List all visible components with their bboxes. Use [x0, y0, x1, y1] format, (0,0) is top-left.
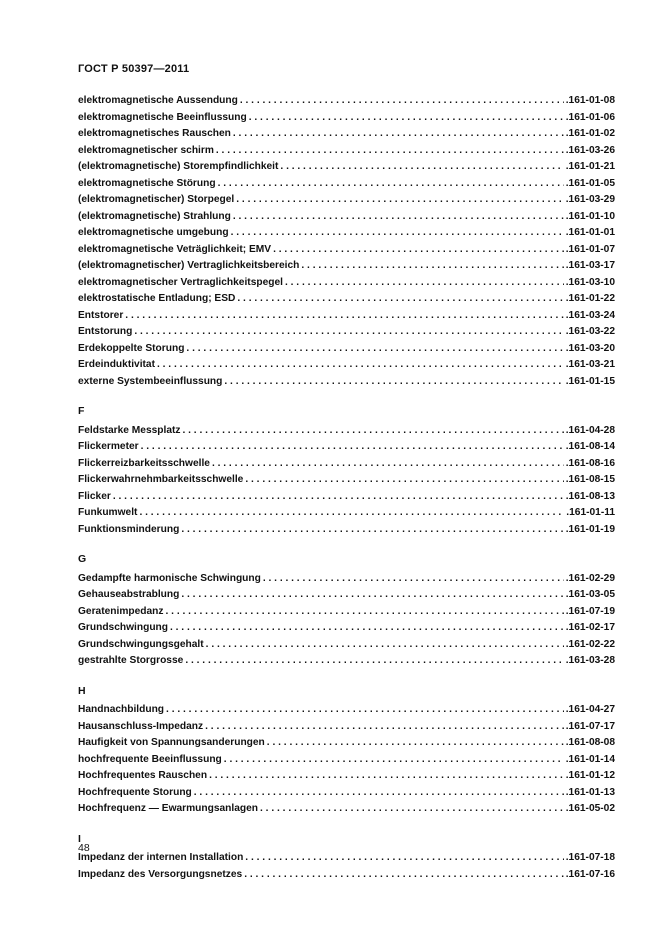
- index-entry: [78, 719, 615, 736]
- entry-term: Hochfrequentes Rauschen: [78, 770, 208, 781]
- entry-code: .161-07-17: [565, 720, 615, 732]
- leader-dots: [157, 357, 564, 374]
- entry-code: .161-08-13: [565, 490, 615, 502]
- index-entry: [78, 620, 615, 637]
- entry-term: elektromagnetisches Rauschen: [78, 128, 231, 139]
- entry-code: .161-03-24: [565, 309, 615, 321]
- index-section: [78, 683, 615, 818]
- entry-term: Funktionsminderung: [78, 523, 180, 535]
- entry-term: Funkumwelt: [78, 507, 138, 518]
- leader-dots: [181, 522, 563, 539]
- leader-dots: [185, 653, 563, 670]
- leader-dots: [267, 735, 564, 752]
- leader-dots: [244, 867, 564, 884]
- entry-term: (elektromagnetische) Storempfindlichkeit: [78, 161, 279, 172]
- leader-dots: [212, 456, 564, 473]
- leader-dots: [218, 176, 564, 193]
- leader-dots: [141, 439, 564, 456]
- entry-term: Entstorung: [78, 326, 133, 337]
- entry-term: Hochfrequenz — Ewarmungsanlagen: [78, 803, 259, 814]
- entry-term: Gehauseabstrablung: [78, 589, 180, 600]
- leader-dots: [263, 571, 564, 588]
- entry-term: Flickerwahrnehmbarkeitsschwelle: [78, 474, 244, 485]
- index-entry: [78, 159, 615, 176]
- leader-dots: [240, 93, 564, 110]
- entry-term: Erdeinduktivitat: [78, 359, 155, 370]
- entry-code: .161-03-28: [565, 655, 615, 666]
- leader-dots: [280, 159, 563, 176]
- leader-dots: [224, 374, 563, 391]
- leader-dots: [205, 719, 564, 736]
- entry-term: elektromagnetische Beeinflussung: [78, 111, 247, 123]
- index-entry: [78, 604, 615, 621]
- entry-code: .161-04-28: [565, 424, 615, 436]
- entry-code: .161-03-22: [565, 326, 615, 337]
- entry-term: Flickerreizbarkeitsschwelle: [78, 457, 210, 469]
- index-entry: [78, 374, 615, 391]
- index-entry: [78, 143, 615, 160]
- entry-code: .161-04-27: [565, 704, 615, 715]
- index-entry: [78, 489, 615, 506]
- entry-code: .161-01-11: [566, 507, 615, 518]
- index-entry: [78, 275, 615, 292]
- entry-term: elektromagnetische Störung: [78, 177, 216, 189]
- entry-code: .161-08-15: [565, 474, 615, 485]
- entry-code: .161-08-16: [565, 457, 615, 469]
- entry-code: .161-07-19: [565, 605, 615, 617]
- leader-dots: [166, 604, 564, 621]
- entry-term: (elektromagnetischer) Vertraglichkeitsbereich: [78, 260, 300, 271]
- index-entry: [78, 324, 615, 341]
- entry-term: gestrahlte Storgrosse: [78, 655, 184, 666]
- entry-code: .161-03-21: [565, 359, 615, 370]
- leader-dots: [216, 143, 564, 160]
- index-entry: [78, 505, 615, 522]
- entry-term: Gedampfte harmonische Schwingung: [78, 572, 261, 584]
- leader-dots: [139, 505, 564, 522]
- entry-code: .161-01-02: [565, 128, 615, 139]
- leader-dots: [134, 324, 563, 341]
- entry-term: Hausanschluss-Impedanz: [78, 720, 204, 732]
- entry-term: Haufigkeit von Spannungsanderungen: [78, 737, 265, 748]
- leader-dots: [273, 242, 564, 259]
- entry-code: .161-01-05: [565, 177, 615, 189]
- document-header: ГОСТ Р 50397—2011: [78, 63, 190, 75]
- entry-code: .161-08-14: [565, 441, 615, 452]
- entry-code: .161-01-14: [565, 753, 615, 765]
- entry-code: .161-01-22: [565, 293, 615, 304]
- index-entry: [78, 357, 615, 374]
- leader-dots: [209, 768, 564, 785]
- entry-term: elektromagnetische Aussendung: [78, 95, 238, 106]
- leader-dots: [301, 258, 563, 275]
- entry-term: Grundschwingungsgehalt: [78, 638, 204, 650]
- entry-term: (elektromagnetische) Strahlung: [78, 210, 231, 222]
- entry-code: .161-07-18: [565, 852, 615, 863]
- index-entry: [78, 209, 615, 226]
- leader-dots: [113, 489, 564, 506]
- leader-dots: [125, 308, 563, 325]
- index-section: [78, 831, 615, 884]
- entry-code: .161-08-08: [565, 737, 615, 748]
- index-entry: [78, 587, 615, 604]
- leader-dots: [237, 291, 563, 308]
- index-entry: [78, 93, 615, 110]
- entry-term: elektromagnetischer Vertraglichkeitspegel: [78, 276, 283, 288]
- entry-term: Flicker: [78, 490, 111, 502]
- index-entry: [78, 456, 615, 473]
- index-entry: [78, 126, 615, 143]
- entry-code: .161-01-19: [565, 523, 615, 535]
- entry-term: Hochfrequente Storung: [78, 786, 192, 798]
- section-letter: G: [78, 553, 87, 565]
- leader-dots: [245, 472, 563, 489]
- entry-term: Grundschwingung: [78, 622, 168, 633]
- leader-dots: [166, 702, 564, 719]
- entry-code: .161-03-20: [565, 342, 615, 354]
- index-entry: [78, 571, 615, 588]
- index-entry: [78, 423, 615, 440]
- entry-term: hochfrequente Beeinflussung: [78, 753, 222, 765]
- index-entry: [78, 308, 615, 325]
- entry-term: Handnachbildung: [78, 704, 165, 715]
- leader-dots: [233, 126, 564, 143]
- entry-term: Impedanz der internen Installation: [78, 852, 244, 863]
- index-entry: [78, 242, 615, 259]
- entry-code: .161-01-08: [565, 95, 615, 106]
- leader-dots: [236, 192, 563, 209]
- leader-dots: [206, 637, 564, 654]
- leader-dots: [186, 341, 563, 358]
- entry-term: (elektromagnetischer) Storpegel: [78, 194, 235, 205]
- leader-dots: [285, 275, 564, 292]
- index-entry: [78, 867, 615, 884]
- index-entry: [78, 291, 615, 308]
- entry-code: .161-02-22: [565, 638, 615, 650]
- entry-term: elektrostatische Entladung; ESD: [78, 293, 236, 304]
- entry-code: .161-01-12: [565, 770, 615, 781]
- entry-code: .161-02-17: [565, 622, 615, 633]
- index-entry: [78, 768, 615, 785]
- entry-code: .161-03-17: [565, 260, 615, 271]
- index-entry: [78, 702, 615, 719]
- index-entry: [78, 752, 615, 769]
- index-list: [78, 93, 615, 883]
- leader-dots: [233, 209, 564, 226]
- entry-term: Geratenimpedanz: [78, 605, 164, 617]
- leader-dots: [182, 423, 563, 440]
- index-entry: [78, 176, 615, 193]
- entry-term: Flickermeter: [78, 441, 139, 452]
- index-entry: [78, 225, 615, 242]
- entry-code: .161-01-06: [565, 111, 615, 123]
- section-letter: H: [78, 684, 86, 697]
- section-letter: F: [78, 405, 85, 417]
- index-entry: [78, 735, 615, 752]
- page-number: 48: [78, 842, 90, 854]
- entry-term: Impedanz des Versorgungsnetzes: [78, 868, 243, 880]
- leader-dots: [224, 752, 564, 769]
- leader-dots: [181, 587, 563, 604]
- index-entry: [78, 785, 615, 802]
- entry-term: elektromagnetische umgebung: [78, 227, 229, 238]
- entry-code: .161-02-29: [565, 572, 615, 584]
- entry-term: elektromagnetische Veträglichkeit; EMV: [78, 243, 272, 255]
- index-entry: [78, 258, 615, 275]
- index-entry: [78, 439, 615, 456]
- entry-code: .161-01-07: [565, 243, 615, 255]
- index-entry: [78, 801, 615, 818]
- index-entry: [78, 110, 615, 127]
- entry-term: Entstorer: [78, 309, 124, 321]
- entry-code: .161-01-13: [565, 786, 615, 798]
- entry-term: Feldstarke Messplatz: [78, 424, 181, 436]
- index-entry: [78, 850, 615, 867]
- entry-code: .161-01-15: [565, 375, 615, 387]
- index-section: [78, 93, 615, 390]
- index-entry: [78, 653, 615, 670]
- leader-dots: [170, 620, 564, 637]
- index-entry: [78, 522, 615, 539]
- leader-dots: [249, 110, 564, 127]
- index-entry: [78, 472, 615, 489]
- index-entry: [78, 192, 615, 209]
- entry-code: .161-03-10: [565, 276, 615, 288]
- entry-term: Erdekoppelte Storung: [78, 342, 185, 354]
- entry-term: externe Systembeeinflussung: [78, 375, 223, 387]
- entry-code: .161-03-05: [565, 589, 615, 600]
- entry-code: .161-01-21: [565, 161, 615, 172]
- index-section: [78, 403, 615, 538]
- entry-code: .161-01-10: [565, 210, 615, 222]
- index-entry: [78, 637, 615, 654]
- entry-code: .161-07-16: [565, 868, 615, 880]
- entry-term: elektromagnetischer schirm: [78, 144, 214, 156]
- entry-code: .161-03-29: [565, 194, 615, 205]
- leader-dots: [245, 850, 563, 867]
- index-entry: [78, 341, 615, 358]
- leader-dots: [194, 785, 564, 802]
- leader-dots: [231, 225, 564, 242]
- entry-code: .161-05-02: [565, 803, 615, 814]
- index-section: [78, 551, 615, 670]
- entry-code: .161-01-01: [565, 227, 615, 238]
- entry-code: .161-03-26: [565, 144, 615, 156]
- section-letter: I: [78, 832, 81, 845]
- leader-dots: [260, 801, 564, 818]
